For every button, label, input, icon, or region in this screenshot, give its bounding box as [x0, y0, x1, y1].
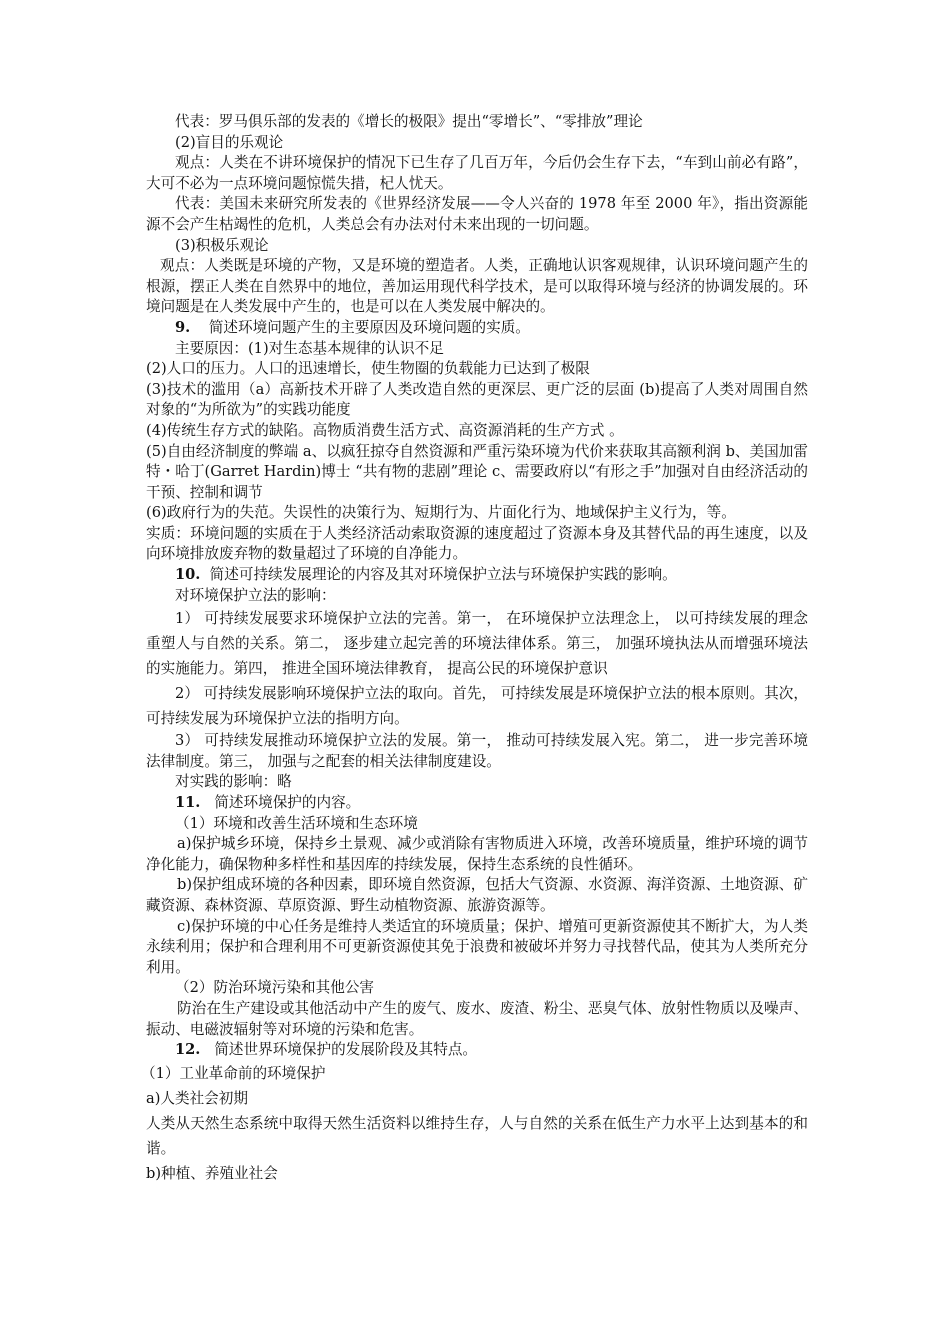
heading-active-optimism: (3)积极乐观论: [175, 236, 269, 254]
heading-farming-society: b)种植、养殖业社会: [146, 1164, 278, 1182]
paragraph-impact-on-legislation: 对环境保护立法的影响：: [175, 586, 336, 604]
paragraph-protect-urban-rural: a)保护城乡环境，保持乡土景观、减少或消除有害物质进入环境，改善环境质量，维护环境的调节净化能力，确保物种多样性和基因库的持续发展，保持生态系统的良性循环。: [146, 835, 808, 873]
paragraph-representative-club-of-rome: 代表：罗马俱乐部的发表的《增长的极限》提出“零增长”、“零排放”理论: [175, 113, 643, 130]
question-12: [146, 1040, 808, 1061]
paragraph-legislation-point-2: 2） 可持续发展影响环境保护立法的取向。首先， 可持续发展是环境保护立法的根本原则。其次， 可持续发展为环境保护立法的指明方向。: [146, 685, 808, 728]
heading-early-society: a)人类社会初期: [146, 1089, 248, 1107]
paragraph-protect-elements: b)保护组成环境的各种因素，即环境自然资源，包括大气资源、水资源、海洋资源、土地资源、矿藏资源、森林资源、草原资源、野生动植物资源、旅游资源等。: [146, 876, 808, 914]
question-9-number: 9.: [175, 318, 191, 336]
question-10-text: 简述可持续发展理论的内容及其对环境保护立法与环境保护实践的影响。: [209, 566, 677, 584]
paragraph-legislation-point-3: 3） 可持续发展推动环境保护立法的发展。第一， 推动可持续发展入宪。第二， 进一步完善环境法律制度。第三， 加强与之配套的相关法律制度建设。: [146, 732, 808, 770]
paragraph-central-task: c)保护环境的中心任务是维持人类适宜的环境质量；保护、增殖可更新资源使其不断扩大，为人类永续利用；保护和合理利用不可更新资源使其免于浪费和被破坏并努力寻找替代品，使其为人类所充分利用。: [146, 917, 808, 976]
heading-pre-industrial: （1）工业革命前的环境保护: [141, 1064, 326, 1082]
question-11-number: 11.: [175, 794, 201, 812]
paragraph-government-behavior: (6)政府行为的失范。失误性的决策行为、短期行为、片面化行为、地域保护主义行为，等。: [146, 504, 736, 522]
paragraph-essence: 实质：环境问题的实质在于人类经济活动索取资源的速度超过了资源本身及其替代品的再生速度，以及向环境排放废弃物的数量超过了环境的自净能力。: [146, 524, 808, 563]
paragraph-prevent-pollution: 防治在生产建设或其他活动中产生的废气、废水、废渣、粉尘、恶臭气体、放射性物质以及噪声、振动、电磁波辐射等对环境的污染和危害。: [146, 999, 808, 1038]
paragraph-early-society: 人类从天然生态系统中取得天然生活资料以维持生存，人与自然的关系在低生产力水平上达到基本的和谐。: [146, 1114, 808, 1157]
question-12-text: 简述世界环境保护的发展阶段及其特点。: [214, 1041, 478, 1059]
question-9: [146, 318, 808, 339]
question-9-text: 简述环境问题产生的主要原因及环境问题的实质。: [208, 318, 530, 336]
paragraph-traditional-lifestyle: (4)传统生存方式的缺陷。高物质消费生活方式、高资源消耗的生产方式 。: [146, 421, 624, 439]
paragraph-blind-optimism-representative: 代表：美国未来研究所发表的《世界经济发展——令人兴奋的 1978 年至 2000 年》，指出资源能源不会产生枯竭性的危机，人类总会有办法对付未来出现的一切问题。: [146, 195, 808, 233]
heading-prevent-pollution: （2）防治环境污染和其他公害: [175, 979, 375, 997]
paragraph-technology-abuse: (3)技术的滥用（a）高新技术开辟了人类改造自然的更深层、更广泛的层面 (b)提高了人类对周围自然对象的“为所欲为”的实践功能度: [146, 380, 808, 419]
paragraph-active-optimism-view: 观点：人类既是环境的产物，又是环境的塑造者。人类，正确地认识客观规律，认识环境问题产生的根源，摆正人类在自然界中的地位，善加运用现代科学技术，是可以取得环境与经济的协调发展的。环境问题是在人类发展中产生的，也是可以在人类发展中解决的。: [146, 257, 808, 316]
paragraph-free-economy: (5)自由经济制度的弊端 a、以疯狂掠夺自然资源和严重污染环境为代价来获取其高额利润 b、美国加雷特・哈丁(Garret Hardin)博士 “共有物的悲剧”理论 c、需要政府以“有形之手”加强对自由经济活动的干预、控制和调节: [146, 442, 808, 501]
question-10-number: 10.: [175, 566, 201, 584]
question-11: [146, 793, 808, 814]
paragraph-main-causes: 主要原因：(1)对生态基本规律的认识不足: [175, 339, 444, 357]
heading-improve-environment: （1）环境和改善生活环境和生态环境: [175, 814, 418, 832]
question-11-text: 简述环境保护的内容。: [214, 794, 361, 812]
heading-blind-optimism: (2)盲目的乐观论: [175, 133, 284, 151]
paragraph-blind-optimism-view: 观点：人类在不讲环境保护的情况下已生存了几百万年，今后仍会生存下去，“车到山前必有路”，大可不必为一点环境问题惊慌失措，杞人忧天。: [146, 154, 808, 192]
document-page: [141, 112, 808, 1186]
paragraph-legislation-point-1: 1） 可持续发展要求环境保护立法的完善。第一， 在环境保护立法理念上， 以可持续发展的理念重塑人与自然的关系。第二， 逐步建立起完善的环境法律体系。第三， 加强环境执法从而增强环境法的实施能力。第四， 推进全国环境法律教育， 提高公民的环境保护意识: [146, 610, 808, 678]
question-10: [146, 565, 808, 586]
paragraph-impact-on-practice: 对实践的影响：略: [175, 773, 292, 791]
paragraph-population-pressure: (2)人口的压力。人口的迅速增长，使生物圈的负载能力已达到了极限: [146, 360, 590, 378]
question-12-number: 12.: [175, 1041, 201, 1059]
